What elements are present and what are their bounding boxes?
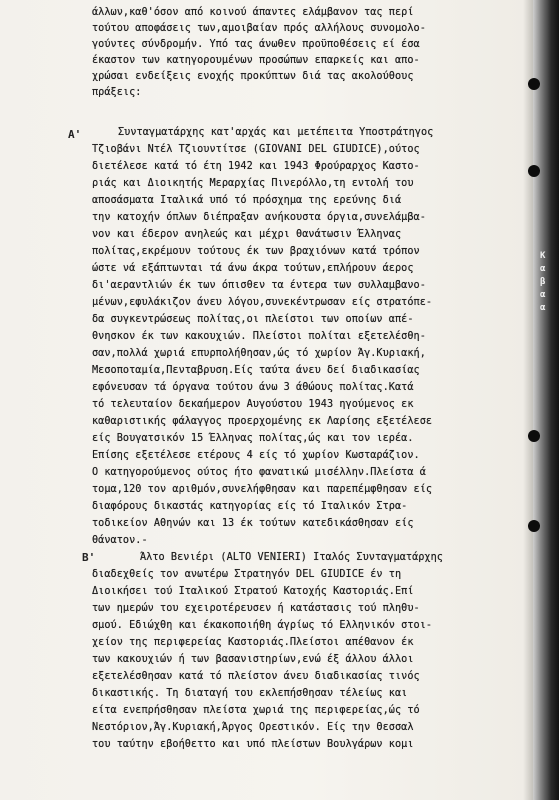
text-line: τό τελευταίον δεκαήμερον Αυγούστου 1943 ηγούμενος εκ — [92, 399, 414, 410]
text-line: τούτου αποφάσεις των,αμοιβαίαν πρός αλλήλους συνομολο- — [92, 23, 426, 34]
text-line: ώστε νά εξάπτωνται τά άνω άκρα τούτων,επλήρουν άερος — [92, 263, 414, 274]
text-line: εξετελέσθησαν κατά τό πλείστον άνευ διαδικασίας τινός — [92, 671, 420, 682]
text-line: σμού. Εδιώχθη και έκακοποιήθη άγρίως τό Ελληνικόν στοι- — [92, 620, 433, 631]
text-line: των ημερών του εχειροτέρευσεν ή κατάστασις τού πληθυ- — [92, 603, 420, 614]
text-line: διαφόρους δικαστάς κατηγορίας είς τό Ιταλικόν Στρα- — [92, 501, 408, 512]
text-line: σαν,πολλά χωριά επυρπολήθησαν,ώς τό χωρίον Άγ.Κυριακή, — [92, 348, 426, 359]
text-line: Τζιοβάνι Ντέλ Τζιουντίτσε (GIOVANI DEL GIUDICE),ούτος — [92, 144, 420, 155]
text-line: χρώσαι ενδείξεις ενοχής προκύπτων διά τας ακολούθους — [92, 71, 414, 82]
text-line: διαδεχθείς τον ανωτέρω Στρατηγόν DEL GIUDICE έν τη — [92, 569, 402, 580]
text-line: του ταύτην εβοήθεττο και υπό πλείστων Βουλγάρων κομι — [92, 739, 414, 750]
text-line: πράξεις: — [92, 87, 142, 98]
text-line: είς Βουγατσικόν 15 Έλληνας πολίτας,ώς και τον ιερέα. — [92, 433, 414, 444]
binder-hole — [528, 520, 540, 532]
text-line: τοδικείον Αθηνών και 13 έκ τούτων κατεδικάσθησαν είς — [92, 518, 414, 529]
binder-holes — [528, 0, 546, 800]
text-line: Νεστόριον,Άγ.Κυριακή,Άργος Ορεστικόν. Είς την Θεσσαλ — [92, 722, 414, 733]
bleed-through-text: K α β α α — [540, 251, 546, 313]
text-line: πολίτας,εκρέμουν τούτους έκ των βραχιόνων κατά τρόπον — [92, 246, 420, 257]
binder-hole — [528, 165, 540, 177]
text-line: τομα,120 τον αριθμόν,συνελήφθησαν και παρεπέμφθησαν είς — [92, 484, 433, 495]
text-line: εφόνευσαν τά όργανα τούτου άνω 3 άθώους πολίτας.Κατά — [92, 382, 414, 393]
text-line: δα συγκεντρώσεως πολίτας,οι πλείστοι των οποίων απέ- — [92, 314, 414, 325]
text-line: αποσάσματα Ιταλικά υπό τό πρόσχημα της ερεύνης διά — [92, 195, 402, 206]
binder-hole — [528, 78, 540, 90]
text-line: χείον της περιφερείας Καστοριάς.Πλείστοι απέθανον έκ — [92, 637, 414, 648]
section-marker-a: Α' — [68, 128, 82, 141]
text-line: δι'αεραντλιών έκ των όπισθεν τα έντερα των συλλαμβανο- — [92, 280, 426, 291]
text-line: Επίσης εξετέλεσε ετέρους 4 είς τό χωρίον Κωσταράζιον. — [92, 450, 420, 461]
text-line: θνησκον έκ των κακουχιών. Πλείστοι πολίται εξετελέσθη- — [92, 331, 426, 342]
text-line: νον και έδερον ανηλεώς και μέχρι θανάτωσιν Έλληνας — [92, 229, 402, 240]
text-line: γούντες σύνδρομήν. Υπό τας άνωθεν προϋποθέσεις εί έσα — [92, 39, 420, 50]
text-line: διετέλεσε κατά τό έτη 1942 και 1943 Φρούραρχος Καστο- — [92, 161, 420, 172]
text-line: δικαστικής. Τη διαταγή του εκλεπήσθησαν τέλείως και — [92, 688, 408, 699]
text-line: την κατοχήν όπλων διέπραξαν ανήκουστα όργια,συνελάμβα- — [92, 212, 426, 223]
section-marker-b: Β' — [82, 551, 96, 564]
text-line: άλλων,καθ'όσον από κοινού άπαντες ελάμβανον τας περί — [92, 7, 414, 18]
text-line: έκαστον των κατηγορουμένων προσώπων επαρκείς και απο- — [92, 55, 420, 66]
text-line: Ο κατηγορούμενος ούτος ήτο φανατικώ μισέλλην.Πλείστα ά — [92, 467, 426, 478]
text-line: είτα ενεπρήσθησαν πλείστα χωριά της περιφερείας,ώς τό — [92, 705, 420, 716]
text-line: θάνατον.- — [92, 535, 148, 546]
binder-hole — [528, 430, 540, 442]
text-line: μένων,εφυλάκιζον άνευ λόγου,συνεκέντρωσαν είς στρατόπε- — [92, 297, 433, 308]
text-line: Διοικήσει τού Ιταλικού Στρατού Κατοχής Καστοριάς.Επί — [92, 586, 414, 597]
text-line: Συνταγματάρχης κατ'αρχάς και μετέπειτα Υποστράτηγος — [118, 127, 434, 138]
text-line: ριάς και Διοικητής Μεραρχίας Πινερόλλο,τη εντολή του — [92, 178, 414, 189]
text-line: καθαριστικής φάλαγγος προερχομένης εκ Λαρίσης εξετέλεσε — [92, 416, 433, 427]
text-line: Μεσοποταμία,Πενταβρυση.Είς ταύτα άνευ δεί διαδικασίας — [92, 365, 420, 376]
text-line: των κακουχιών ή των βασανιστηρίων,ενώ έξ άλλου άλλοι — [92, 654, 414, 665]
text-line: Άλτο Βενιέρι (ALTO VENIERI) Ιταλός Συνταγματάρχης — [140, 552, 443, 563]
